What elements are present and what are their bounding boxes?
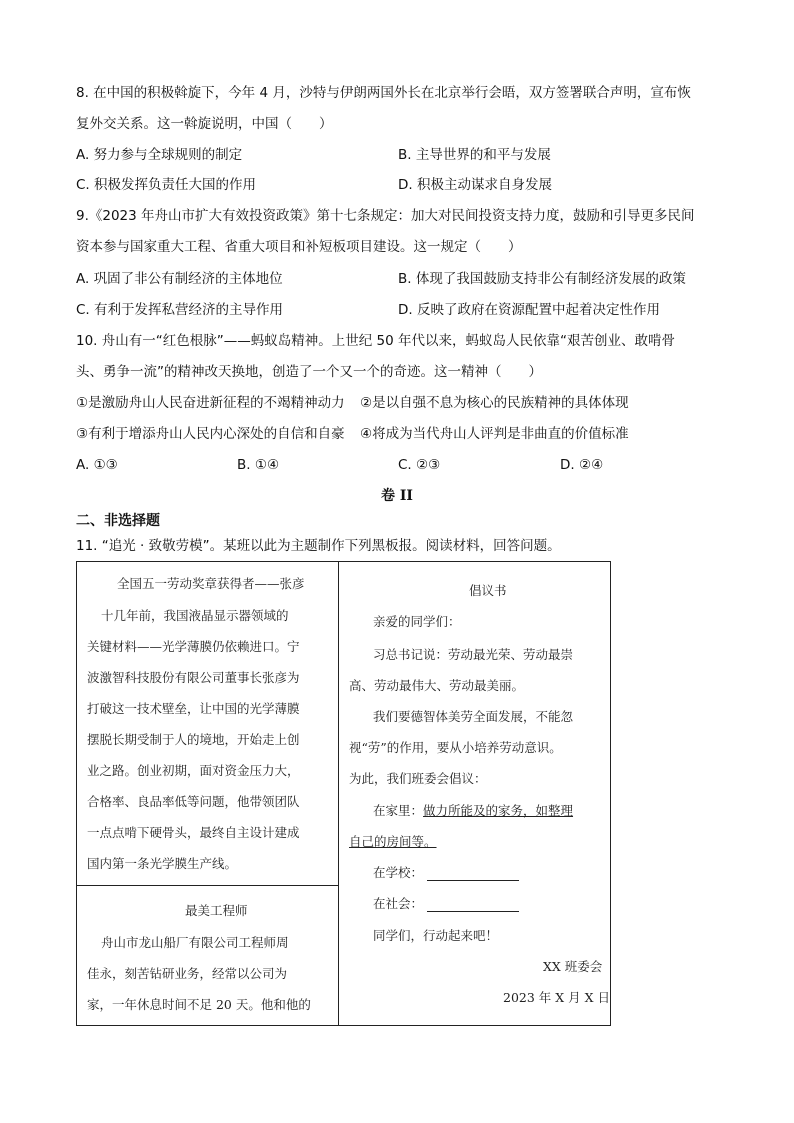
q8-stem-line-2: 复外交关系。这一斡旋说明，中国（ ）	[76, 116, 333, 132]
zhangyan-text-line-5: 摆脱长期受制于人的境地，开始走上创	[87, 732, 300, 747]
zhangyan-text-line-6: 业之路。创业初期，面对资金压力大，	[87, 763, 300, 778]
proposal-greeting: 亲爱的同学们：	[373, 614, 461, 629]
home-answer-line-1: 做力所能及的家务，如整理	[423, 803, 574, 818]
q9-stem-line-1: 9.《2023 年舟山市扩大有效投资政策》第十七条规定：加大对民间投资支持力度，鼓励和引导更多民间	[76, 208, 695, 224]
q10-stem-line-2: 头、勇争一流”的精神改天换地，创造了一个又一个的奇迹。这一精神（ ）	[76, 364, 542, 380]
zhangyan-text-line-3: 波激智科技股份有限公司董事长张彦为	[87, 670, 300, 685]
q8-option-c: C. 积极发挥负责任大国的作用	[76, 177, 257, 193]
engineer-title: 最美工程师	[185, 903, 248, 918]
school-label: 在学校：	[373, 865, 424, 880]
q9-option-c: C. 有利于发挥私营经济的主导作用	[76, 302, 284, 318]
q9-option-d: D. 反映了政府在资源配置中起着决定性作用	[398, 302, 660, 318]
board-left-divider	[77, 885, 338, 886]
zhangyan-text-line-7: 合格率、良品率低等问题，他带领团队	[87, 794, 300, 809]
proposal-para-line-3: 为此，我们班委会倡议：	[349, 771, 487, 786]
proposal-signature: XX 班委会	[543, 959, 603, 974]
proposal-quote-line-1: 习总书记说：劳动最光荣、劳动最崇	[373, 647, 574, 662]
q11-stem: 11. “追光 · 致敬劳模”。某班以此为主题制作下列黑板报。阅读材料，回答问题。	[76, 538, 561, 554]
q10-statement-2: ②是以自强不息为核心的民族精神的具体体现	[360, 395, 629, 411]
proposal-quote-line-2: 高、劳动最伟大、劳动最美丽。	[349, 678, 525, 693]
q10-option-a: A. ①③	[76, 457, 118, 473]
proposal-title: 倡议书	[469, 583, 507, 598]
section-title: 二、非选择题	[76, 513, 160, 529]
home-answer-line-2: 自己的房间等。	[349, 834, 437, 849]
zhangyan-text-line-4: 打破这一技术壁垒，让中国的光学薄膜	[87, 701, 300, 716]
zhangyan-text-line-2: 关键材料——光学薄膜仍依赖进口。宁	[87, 639, 300, 654]
zhangyan-text-line-1: 十几年前，我国液晶显示器领域的	[101, 608, 289, 623]
q10-option-d: D. ②④	[560, 457, 604, 473]
q8-option-d: D. 积极主动谋求自身发展	[398, 177, 552, 193]
volume-title: 卷 II	[381, 488, 413, 504]
proposal-date: 2023 年 X 月 X 日	[503, 990, 610, 1005]
engineer-text-line-2: 佳永，刻苦钻研业务，经常以公司为	[87, 966, 288, 981]
q10-statement-1: ①是激励舟山人民奋进新征程的不竭精神动力	[76, 395, 345, 411]
proposal-para-line-1: 我们要德智体美劳全面发展，不能忽	[373, 709, 574, 724]
proposal-society-row	[373, 896, 519, 912]
zhangyan-text-line-9: 国内第一条光学膜生产线。	[87, 856, 238, 871]
q10-option-b: B. ①④	[237, 457, 280, 473]
zhangyan-text-line-8: 一点点啃下硬骨头，最终自主设计建成	[87, 825, 300, 840]
q8-option-b: B. 主导世界的和平与发展	[398, 147, 551, 163]
q9-option-a: A. 巩固了非公有制经济的主体地位	[76, 271, 283, 287]
proposal-school-row	[373, 865, 519, 881]
q9-stem-line-2: 资本参与国家重大工程、省重大项目和补短板项目建设。这一规定（ ）	[76, 239, 522, 255]
q8-option-a: A. 努力参与全球规则的制定	[76, 147, 243, 163]
q10-statement-4: ④将成为当代舟山人评判是非曲直的价值标准	[360, 426, 629, 442]
society-label: 在社会：	[373, 896, 424, 911]
proposal-home-row	[373, 803, 573, 819]
school-blank[interactable]	[427, 868, 519, 881]
home-label: 在家里：	[373, 803, 424, 818]
engineer-text-line-3: 家，一年休息时间不足 20 天。他和他的	[87, 997, 311, 1012]
blackboard-newspaper	[76, 561, 611, 1026]
q10-stem-line-1: 10. 舟山有一“红色根脉”——蚂蚁岛精神。上世纪 50 年代以来，蚂蚁岛人民依靠“艰苦创业、敢啃骨	[76, 333, 676, 349]
q9-option-b: B. 体现了我国鼓励支持非公有制经济发展的政策	[398, 271, 686, 287]
proposal-para-line-2: 视“劳”的作用，要从小培养劳动意识。	[349, 740, 562, 755]
engineer-text-line-1: 舟山市龙山船厂有限公司工程师周	[101, 935, 289, 950]
society-blank[interactable]	[427, 899, 519, 912]
q10-option-c: C. ②③	[398, 457, 441, 473]
zhangyan-title: 全国五一劳动奖章获得者——张彦	[117, 576, 305, 591]
q10-statement-3: ③有利于增添舟山人民内心深处的自信和自豪	[76, 426, 345, 442]
proposal-closing: 同学们，行动起来吧！	[373, 928, 499, 943]
q8-stem-line-1: 8. 在中国的积极斡旋下，今年 4 月，沙特与伊朗两国外长在北京举行会晤，双方签署联合声明，宣布恢	[76, 85, 691, 101]
